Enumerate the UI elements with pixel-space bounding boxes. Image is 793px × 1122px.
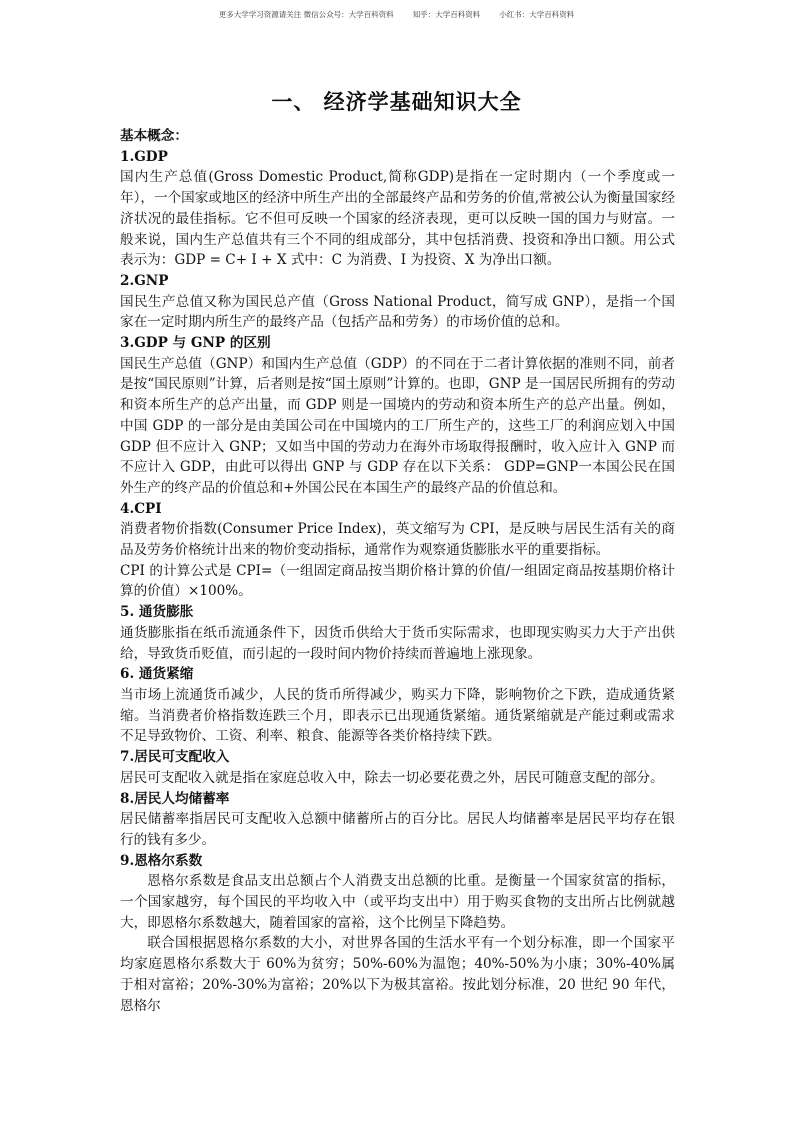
engel-paragraph-2: 联合国根据恩格尔系数的大小，对世界各国的生活水平有一个划分标准，即一个国家平均家庭恩格尔系数大于 60%为贫穷；50%-60%为温饱；40%-50%为小康；30%-40%属于相对富裕；20%-30%为富裕；20%以下为极其富裕。按此划分标准，20 世纪 90 年代，恩格尔 (120, 935, 675, 1014)
page-title: 一、 经济学基础知识大全 (271, 89, 522, 114)
gnp-heading: 2.GNP (120, 272, 169, 289)
engel-paragraph-1: 恩格尔系数是食品支出总额占个人消费支出总额的比重。是衡量一个国家贫富的指标，一个国家越穷，每个国民的平均收入中（或平均支出中）用于购买食物的支出所占比例就越大，即恩格尔系数越大，随着国家的富裕，这个比例呈下降趋势。 (120, 873, 675, 931)
page-header: 更多大学学习资源请关注 微信公众号：大学百科资料 知乎：大学百科资料 小红书：大学百科资料 (218, 10, 575, 19)
disposable-income-paragraph: 居民可支配收入就是指在家庭总收入中，除去一切必要花费之外，居民可随意支配的部分。 (120, 769, 664, 786)
cpi-paragraph: 消费者物价指数(Consumer Price Index)，英文缩写为 CPI，是反映与居民生活有关的商品及劳务价格统计出来的物价变动指标，通常作为观察通货膨胀水平的重要指标。 (120, 521, 675, 559)
document-body (120, 126, 675, 1016)
gdp-heading: 1.GDP (120, 148, 168, 165)
gdp-gnp-diff-heading: 3.GDP 与 GNP 的区别 (120, 335, 271, 352)
savings-rate-paragraph: 居民储蓄率指居民可支配收入总额中储蓄所占的百分比。居民人均储蓄率是居民平均存在银行的钱有多少。 (120, 811, 675, 848)
savings-rate-heading: 8.居民人均储蓄率 (120, 790, 230, 807)
basic-concepts-heading: 基本概念： (120, 128, 188, 144)
gdp-gnp-diff-paragraph: 国民生产总值（GNP）和国内生产总值（GDP）的不同在于二者计算依据的准则不同，前者是按“国民原则”计算，后者则是按“国土原则”计算的。也即，GNP 是一国居民所拥有的劳动和资本所生产的总产出量，而 GDP 则是一国境内的劳动和资本所生产的总产出量。例如，中国 GDP 的一部分是由美国公司在中国境内的工厂所生产的，这些工厂的利润应划入中国 GDP 但不应计入 GNP；又如当中国的劳动力在海外市场取得报酬时，收入应计入 GNP 而不应计入 GDP，由此可以得出 GNP 与 GDP 存在以下关系： GDP=GNP一本国公民在国外生产的终产品的价值总和+外国公民在本国生产的最终产品的价值总和。 (120, 355, 675, 496)
deflation-heading: 6. 通货紧缩 (120, 666, 194, 683)
deflation-paragraph: 当市场上流通货币减少，人民的货币所得减少，购买力下降，影响物价之下跌，造成通货紧缩。当消费者价格指数连跌三个月，即表示已出现通货紧缩。通货紧缩就是产能过剩或需求不足导致物价、工资、利率、粮食、能源等各类价格持续下跌。 (120, 686, 675, 745)
disposable-income-heading: 7.居民可支配收入 (120, 749, 230, 766)
engel-heading: 9.恩格尔系数 (120, 852, 203, 869)
inflation-heading: 5. 通货膨胀 (120, 604, 194, 621)
gnp-paragraph: 国民生产总值又称为国民总产值（Gross National Product，简写成 GNP），是指一个国家在一定时期内所生产的最终产品（包括产品和劳务）的市场价值的总和。 (120, 293, 675, 331)
inflation-paragraph: 通货膨胀指在纸币流通条件下，因货币供给大于货币实际需求，也即现实购买力大于产出供给，导致货币贬值，而引起的一段时间内物价持续而普遍地上涨现象。 (120, 624, 675, 662)
cpi-formula-paragraph: CPI 的计算公式是 CPI=（一组固定商品按当期价格计算的价值/一组固定商品按基期价格计算的价值）×100%。 (120, 562, 675, 600)
gdp-paragraph: 国内生产总值(Gross Domestic Product,简称GDP)是指在一定时期内（一个季度或一年），一个国家或地区的经济中所生产出的全部最终产品和劳务的价值,常被公认为衡量国家经济状况的最佳指标。它不但可反映一个国家的经济表现，更可以反映一国的国力与财富。一般来说，国内生产总值共有三个不同的组成部分，其中包括消费、投资和净出口额。用公式表示为：GDP = C+ I + X 式中：C 为消费、I 为投资、X 为净出口额。 (120, 169, 675, 269)
cpi-heading: 4.CPI (120, 500, 162, 517)
